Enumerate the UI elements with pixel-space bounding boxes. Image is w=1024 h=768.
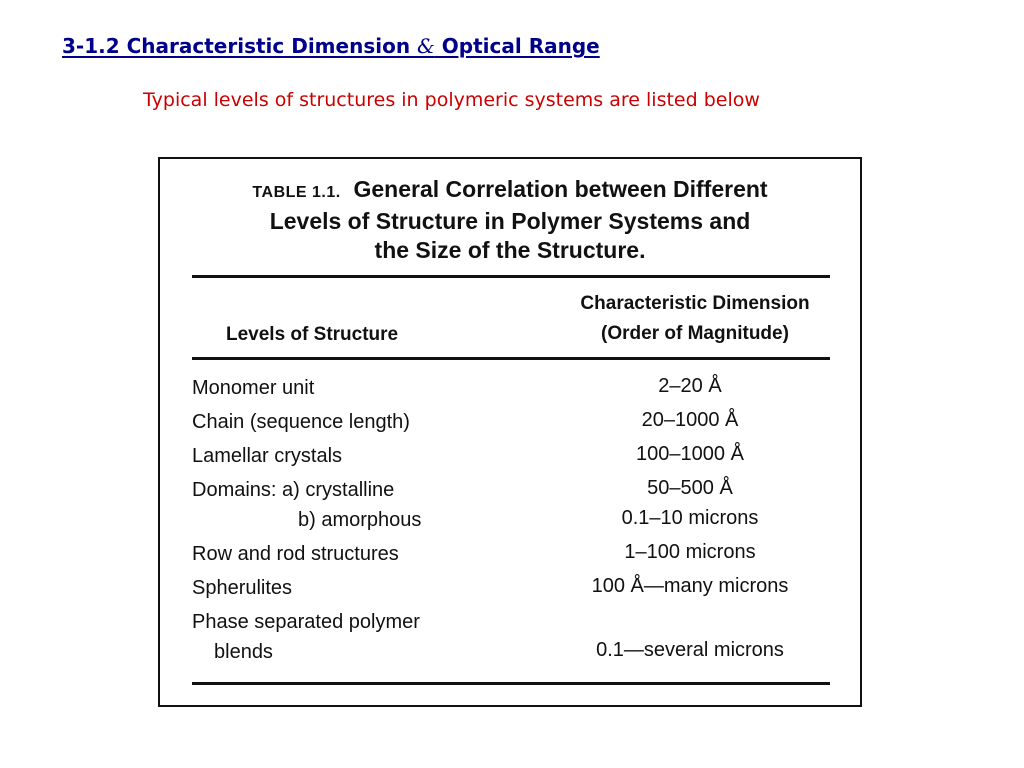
table-top-rule <box>192 275 830 278</box>
dimension-cell: 1–100 microns <box>624 541 756 563</box>
level-cell: Row and rod structures <box>192 543 399 565</box>
level-cell: Lamellar crystals <box>192 445 343 467</box>
dimension-cell-b: 0.1–10 microns <box>621 507 759 529</box>
table-row <box>192 537 832 571</box>
table-body <box>192 371 832 671</box>
column-header-levels: Levels of Structure <box>226 324 399 345</box>
table-caption-line1: General Correlation between Different <box>353 176 768 202</box>
column-header-dimension-line1: Characteristic Dimension <box>580 293 810 314</box>
table-bottom-rule <box>192 682 830 685</box>
table-row <box>192 439 832 473</box>
dimension-cell: 100–1000 Å <box>636 443 744 465</box>
dimension-cell: 2–20 Å <box>658 375 722 397</box>
dimension-cell: 100 Å—many microns <box>591 575 789 597</box>
table-caption-label: TABLE 1.1. <box>252 184 341 201</box>
table-caption-line3: the Size of the Structure. <box>374 237 646 263</box>
level-cell <box>192 607 420 667</box>
table-header-rule <box>192 357 830 360</box>
dimension-cell: 0.1—several microns <box>596 639 784 661</box>
level-cell: Monomer unit <box>192 377 315 399</box>
level-cell: Chain (sequence length) <box>192 411 410 433</box>
level-blends: blends <box>214 641 273 663</box>
dimension-cell: 50–500 Å <box>647 477 733 499</box>
page-heading <box>62 33 600 59</box>
table-row <box>192 405 832 439</box>
level-cell <box>192 475 421 535</box>
page-subtitle: Typical levels of structures in polymeric systems are listed below <box>143 89 760 111</box>
heading-part1: 3-1.2 Characteristic Dimension <box>62 34 418 58</box>
table-row <box>192 473 832 537</box>
table-row <box>192 371 832 405</box>
table-caption <box>160 175 860 265</box>
table-image-frame <box>158 157 862 707</box>
table-row <box>192 571 832 605</box>
table-caption-line2: Levels of Structure in Polymer Systems and <box>269 208 751 234</box>
level-domains-a: Domains: a) crystalline <box>192 479 395 501</box>
heading-part2: Optical Range <box>434 34 600 58</box>
level-domains-b: b) amorphous <box>298 509 422 531</box>
heading-ampersand: & <box>417 34 435 58</box>
level-cell: Spherulites <box>192 577 293 599</box>
dimension-cell: 20–1000 Å <box>641 409 739 431</box>
table-row <box>192 605 832 671</box>
column-header-dimension-line2: (Order of Magnitude) <box>601 323 789 344</box>
level-phase-separated: Phase separated polymer <box>192 611 420 633</box>
column-header-dimension <box>545 289 845 349</box>
